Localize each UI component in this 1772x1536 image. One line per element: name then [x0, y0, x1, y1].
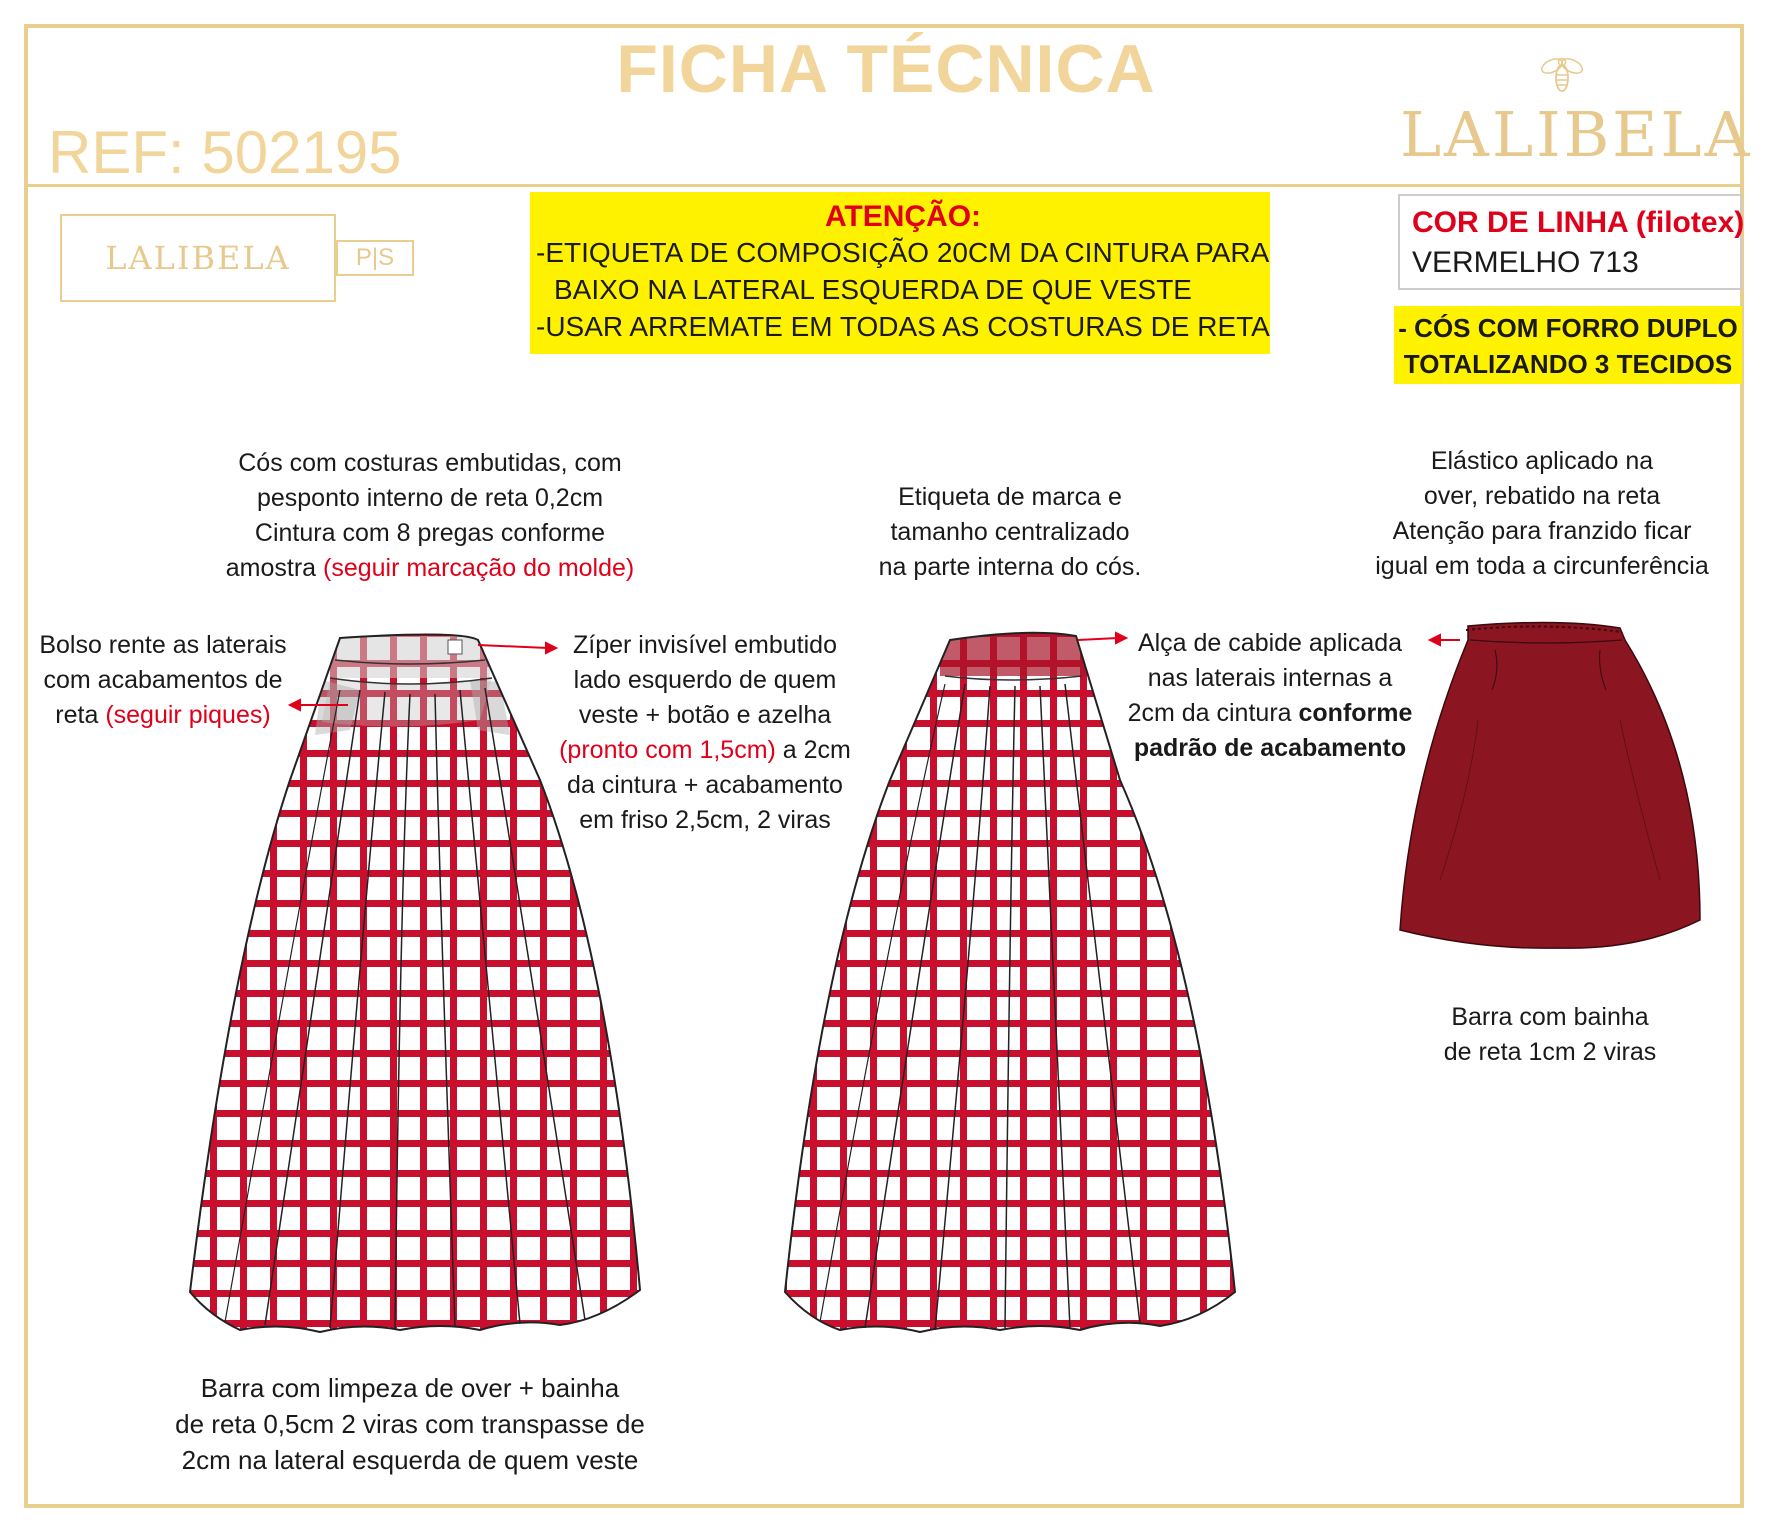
waist-note-line: Cintura com 8 pregas conforme	[254, 519, 606, 547]
hanger-note-bold: padrão de acabamento	[1133, 734, 1407, 762]
brand-logo: LALIBELA	[1400, 98, 1753, 171]
hanger-note-text: 2cm da cintura	[1127, 699, 1299, 727]
brand-label-note-line: Etiqueta de marca e	[898, 483, 1122, 511]
waist-note-line: Cós com costuras embutidas, com	[238, 449, 622, 477]
attention-line-2: BAIXO NA LATERAL ESQUERDA DE QUE VESTE	[554, 274, 1192, 305]
pocket-note	[28, 628, 298, 733]
brand-label-note-line: tamanho centralizado	[890, 518, 1130, 546]
elastic-note-line: over, rebatido na reta	[1423, 482, 1661, 510]
hanger-note-line: Alça de cabide aplicada	[1137, 629, 1403, 657]
zipper-note-line	[545, 733, 865, 768]
zipper-note-highlight: (pronto com 1,5cm)	[559, 736, 776, 764]
attention-line-1: -ETIQUETA DE COMPOSIÇÃO 20CM DA CINTURA PARA	[536, 237, 1270, 268]
zipper-note-line: Zíper invisível embutido	[572, 631, 837, 659]
pocket-note-highlight: (seguir piques)	[105, 701, 271, 729]
attention-line-3: -USAR ARREMATE EM TODAS AS COSTURAS DE RETA	[536, 311, 1270, 342]
label-size: P|S	[355, 244, 395, 271]
waistband-note-line-1: - CÓS COM FORRO DUPLO	[1398, 313, 1738, 343]
pocket-note-text: reta	[55, 701, 106, 729]
label-brand: LALIBELA	[105, 239, 291, 277]
lining-skirt-drawing	[1400, 622, 1700, 948]
elastic-note-line: Elástico aplicado na	[1430, 447, 1654, 475]
brand-label-note	[860, 480, 1160, 585]
elastic-note	[1352, 444, 1732, 584]
zipper-note	[545, 628, 865, 838]
pocket-note-line: com acabamentos de	[43, 666, 283, 694]
lining-hem-note-line: de reta 1cm 2 viras	[1443, 1038, 1657, 1066]
pocket-note-line	[28, 698, 298, 733]
waist-note-line: pesponto interno de reta 0,2cm	[256, 484, 604, 512]
attention-heading: ATENÇÃO:	[824, 200, 982, 233]
page-title: FICHA TÉCNICA	[616, 31, 1156, 107]
hanger-note-bold: conforme	[1298, 699, 1413, 727]
waist-note-highlight: (seguir marcação do molde)	[323, 554, 635, 582]
hanger-note-line	[1120, 731, 1420, 766]
reference-code: REF: 502195	[48, 119, 402, 186]
thread-color-value: VERMELHO 713	[1412, 246, 1639, 279]
lining-hem-note-line: Barra com bainha	[1451, 1003, 1649, 1031]
zipper-note-line: em friso 2,5cm, 2 viras	[579, 806, 831, 834]
hanger-note-line	[1120, 696, 1420, 731]
hem-note-line: Barra com limpeza de over + bainha	[200, 1373, 620, 1403]
pocket-note-line: Bolso rente as laterais	[39, 631, 287, 659]
hem-note	[140, 1370, 680, 1478]
waistband-note-line-2: TOTALIZANDO 3 TECIDOS	[1403, 349, 1733, 379]
thread-color-label: COR DE LINHA (filotex)	[1412, 206, 1745, 239]
zipper-note-line: lado esquerdo de quem	[573, 666, 837, 694]
zipper-note-text: a 2cm	[775, 736, 851, 764]
hanger-loop-note	[1120, 626, 1420, 766]
hem-note-line: de reta 0,5cm 2 viras com transpasse de	[175, 1409, 645, 1439]
brand-label-note-line: na parte interna do cós.	[878, 553, 1142, 581]
elastic-note-line: Atenção para franzido ficar	[1392, 517, 1692, 545]
zipper-note-line: da cintura + acabamento	[567, 771, 843, 799]
elastic-note-line: igual em toda a circunferência	[1375, 552, 1709, 580]
waist-note	[180, 446, 680, 586]
hanger-note-line: nas laterais internas a	[1147, 664, 1393, 692]
hem-note-line: 2cm na lateral esquerda de quem veste	[181, 1445, 639, 1475]
zipper-note-line: veste + botão e azelha	[578, 701, 832, 729]
waist-note-line	[180, 551, 680, 586]
waist-note-text: amostra	[225, 554, 323, 582]
lining-hem-note	[1410, 1000, 1690, 1070]
